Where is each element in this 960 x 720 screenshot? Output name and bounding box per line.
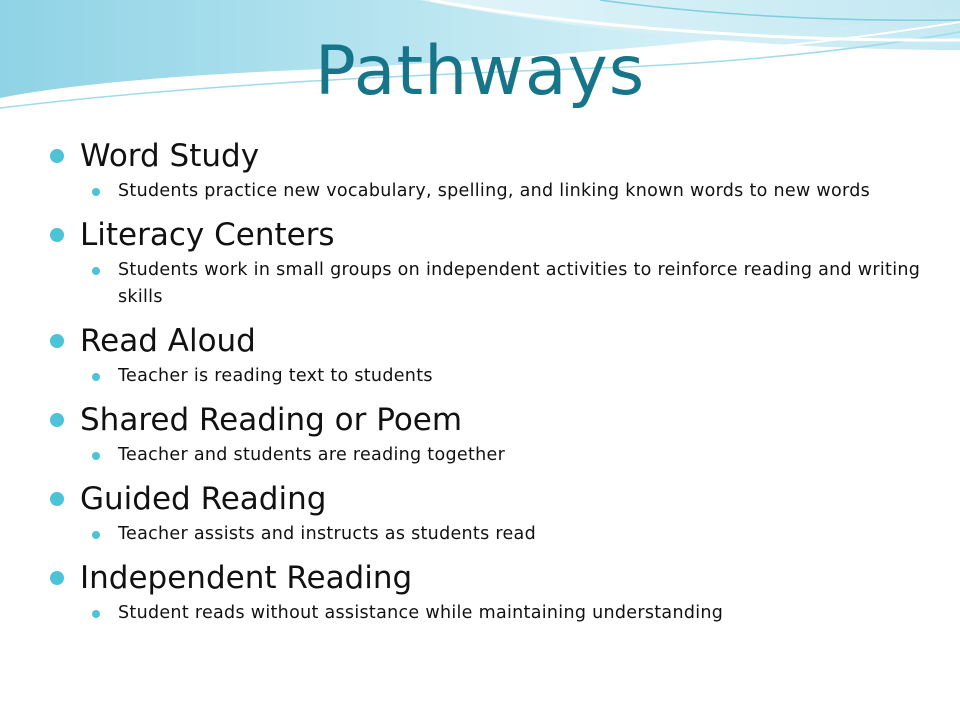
bullet-dot-icon xyxy=(50,571,64,585)
sub-bullet-dot-icon xyxy=(92,267,100,275)
bullet-detail: Student reads without assistance while maintaining understanding xyxy=(118,603,724,623)
bullet-dot-icon xyxy=(50,334,64,348)
list-item xyxy=(50,213,940,311)
bullet-detail: Students practice new vocabulary, spelling, and linking known words to new words xyxy=(118,181,871,201)
bullet-detail: Teacher assists and instructs as students read xyxy=(118,524,536,544)
sub-bullet-dot-icon xyxy=(92,610,100,618)
bullet-dot-icon xyxy=(50,413,64,427)
bullet-dot-icon xyxy=(50,492,64,506)
list-item xyxy=(50,134,940,205)
sub-bullet-dot-icon xyxy=(92,452,100,460)
bullet-detail: Students work in small groups on independent activities to reinforce reading and writing skills xyxy=(118,260,921,307)
bullet-heading: Word Study xyxy=(80,138,260,174)
sub-bullet-dot-icon xyxy=(92,531,100,539)
list-item xyxy=(50,477,940,548)
bullet-dot-icon xyxy=(50,228,64,242)
bullet-heading: Guided Reading xyxy=(80,481,327,517)
bullet-detail: Teacher is reading text to students xyxy=(118,366,433,386)
sub-bullet-dot-icon xyxy=(92,188,100,196)
list-item xyxy=(50,556,940,627)
bullet-list xyxy=(50,134,940,635)
sub-bullet-dot-icon xyxy=(92,373,100,381)
bullet-heading: Independent Reading xyxy=(80,560,413,596)
list-item xyxy=(50,319,940,390)
bullet-dot-icon xyxy=(50,149,64,163)
bullet-detail: Teacher and students are reading together xyxy=(118,445,506,465)
slide-title: Pathways xyxy=(314,32,646,111)
bullet-heading: Literacy Centers xyxy=(80,217,335,253)
bullet-heading: Shared Reading or Poem xyxy=(80,402,463,438)
bullet-heading: Read Aloud xyxy=(80,323,256,359)
list-item xyxy=(50,398,940,469)
